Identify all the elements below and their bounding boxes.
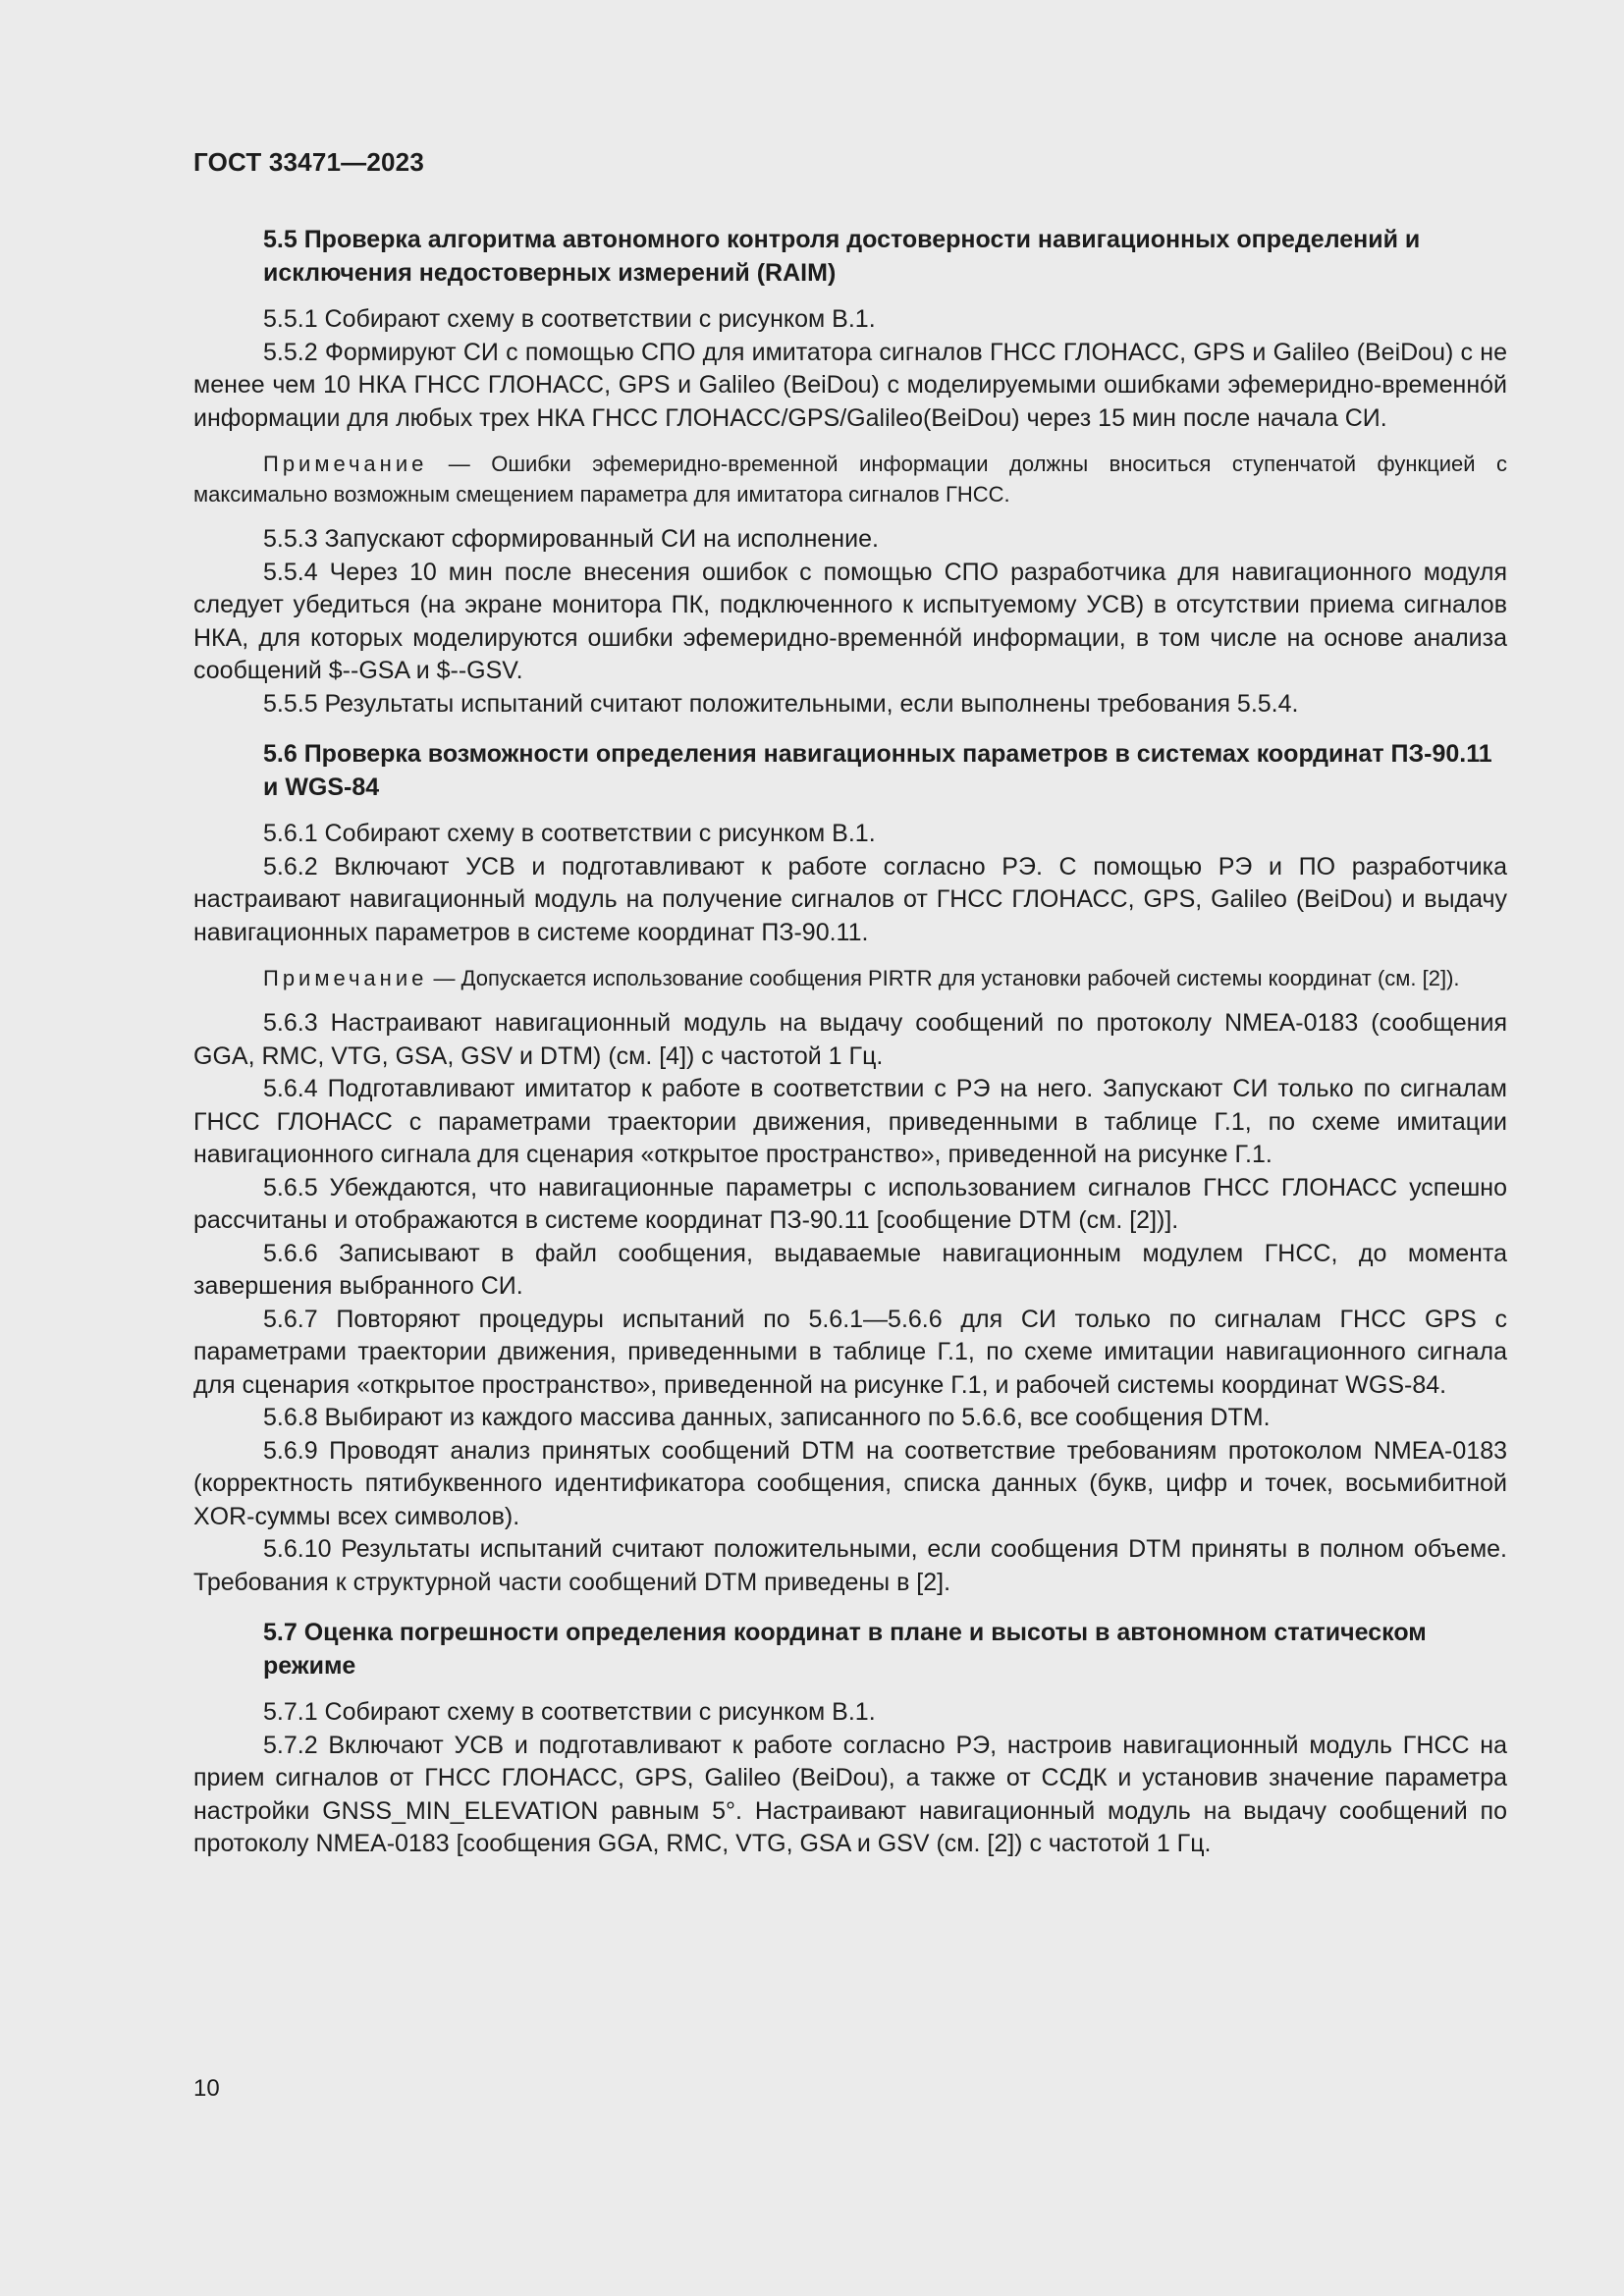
note-5-6 <box>193 963 1507 993</box>
paragraph-5-6-5: 5.6.5 Убеждаются, что навигационные параметры с использованием сигналов ГНСС ГЛОНАСС успешно рассчитаны и отображаются в системе координат ПЗ-90.11 [сообщение DTM (см. [2])]. <box>193 1173 1507 1234</box>
note-5-5 <box>193 449 1507 509</box>
document-body <box>193 224 1507 1861</box>
section-heading-5-7: 5.7 Оценка погрешности определения координат в плане и высоты в автономном статическом режиме <box>263 1619 1427 1680</box>
section-heading-5-6: 5.6 Проверка возможности определения навигационных параметров в системах координат ПЗ-90.11 и WGS-84 <box>263 740 1492 801</box>
paragraph-5-5-1: 5.5.1 Собирают схему в соответствии с рисунком В.1. <box>263 305 876 333</box>
paragraph-5-5-4: 5.5.4 Через 10 мин после внесения ошибок с помощью СПО разработчика для навигационного модуля следует убедиться (на экране монитора ПК, подключенного к испытуемому УСВ) в отсутствии приема сигналов НКА, для которых моделируются ошибки эфемеридно-временно́й информации, в том числе на основе анализа сообщений $--GSA и $--GSV. <box>193 558 1507 684</box>
section-heading-5-5: 5.5 Проверка алгоритма автономного контроля достоверности навигационных определений и исключения недостоверных измерений (RAIM) <box>263 226 1421 287</box>
note-text: — Допускается использование сообщения PIRTR для установки рабочей системы координат (см. [2]). <box>433 966 1460 990</box>
document-header: ГОСТ 33471—2023 <box>193 147 424 177</box>
paragraph-5-5-2: 5.5.2 Формируют СИ с помощью СПО для имитатора сигналов ГНСС ГЛОНАСС, GPS и Galileo (BeiDou) с не менее чем 10 НКА ГНСС ГЛОНАСС, GPS и Galileo (BeiDou) с моделируемыми ошибками эфемеридно-временно́й информации для любых трех НКА ГНСС ГЛОНАСС/GPS/Galileo(BeiDou) через 15 мин после начала СИ. <box>193 338 1507 432</box>
paragraph-5-6-1: 5.6.1 Собирают схему в соответствии с рисунком В.1. <box>263 820 876 847</box>
paragraph-5-6-2: 5.6.2 Включают УСВ и подготавливают к работе согласно РЭ. С помощью РЭ и ПО разработчика настраивают навигационный модуль на получение сигналов от ГНСС ГЛОНАСС, GPS, Galileo (BeiDou) и выдачу навигационных параметров в системе координат ПЗ-90.11. <box>193 852 1507 946</box>
note-text: — Ошибки эфемеридно-временной информации должны вноситься ступенчатой функцией с максимально возможным смещением параметра для имитатора сигналов ГНСС. <box>193 452 1507 507</box>
paragraph-5-5-5: 5.5.5 Результаты испытаний считают положительными, если выполнены требования 5.5.4. <box>263 689 1299 718</box>
paragraph-5-7-2: 5.7.2 Включают УСВ и подготавливают к работе согласно РЭ, настроив навигационный модуль ГНСС на прием сигналов от ГНСС ГЛОНАСС, GPS, Galileo (BeiDou), а также от ССДК и установив значение параметра настройки GNSS_MIN_ELEVATION равным 5°. Настраивают навигационный модуль на выдачу сообщений по протоколу NMEA-0183 [сообщения GGA, RMC, VTG, GSA и GSV (см. [2]) с частотой 1 Гц. <box>193 1731 1507 1857</box>
paragraph-5-6-4: 5.6.4 Подготавливают имитатор к работе в соответствии с РЭ на него. Запускают СИ только по сигналам ГНСС ГЛОНАСС с параметрами траектории движения, приведенными в таблице Г.1, по схеме имитации навигационного сигнала для сценария «открытое пространство», приведенной на рисунке Г.1. <box>193 1075 1507 1168</box>
page-number: 10 <box>193 2075 220 2102</box>
paragraph-5-6-8: 5.6.8 Выбирают из каждого массива данных, записанного по 5.6.6, все сообщения DTM. <box>263 1404 1271 1431</box>
paragraph-5-6-6: 5.6.6 Записывают в файл сообщения, выдаваемые навигационным модулем ГНСС, до момента завершения выбранного СИ. <box>193 1239 1507 1300</box>
paragraph-5-6-3: 5.6.3 Настраивают навигационный модуль на выдачу сообщений по протоколу NMEA-0183 (сообщения GGA, RMC, VTG, GSA, GSV и DTM) (см. [4]) с частотой 1 Гц. <box>193 1009 1507 1070</box>
paragraph-5-7-1: 5.7.1 Собирают схему в соответствии с рисунком В.1. <box>263 1698 876 1726</box>
note-label: Примечание <box>263 966 428 990</box>
paragraph-5-6-7: 5.6.7 Повторяют процедуры испытаний по 5.6.1—5.6.6 для СИ только по сигналам ГНСС GPS с параметрами траектории движения, приведенными в таблице Г.1, по схеме имитации навигационного сигнала для сценария «открытое пространство», приведенной на рисунке Г.1, и рабочей системы координат WGS-84. <box>193 1305 1507 1399</box>
note-label: Примечание <box>263 452 428 476</box>
paragraph-5-6-9: 5.6.9 Проводят анализ принятых сообщений DTM на соответствие требованиям протоколом NMEA-0183 (корректность пятибуквенного идентификатора сообщения, списка данных (букв, цифр и точек, восьмибитной XOR-суммы всех символов). <box>193 1436 1507 1530</box>
paragraph-5-6-10: 5.6.10 Результаты испытаний считают положительными, если сообщения DTM приняты в полном объеме. Требования к структурной части сообщений DTM приведены в [2]. <box>193 1535 1507 1596</box>
paragraph-5-5-3: 5.5.3 Запускают сформированный СИ на исполнение. <box>263 525 879 553</box>
